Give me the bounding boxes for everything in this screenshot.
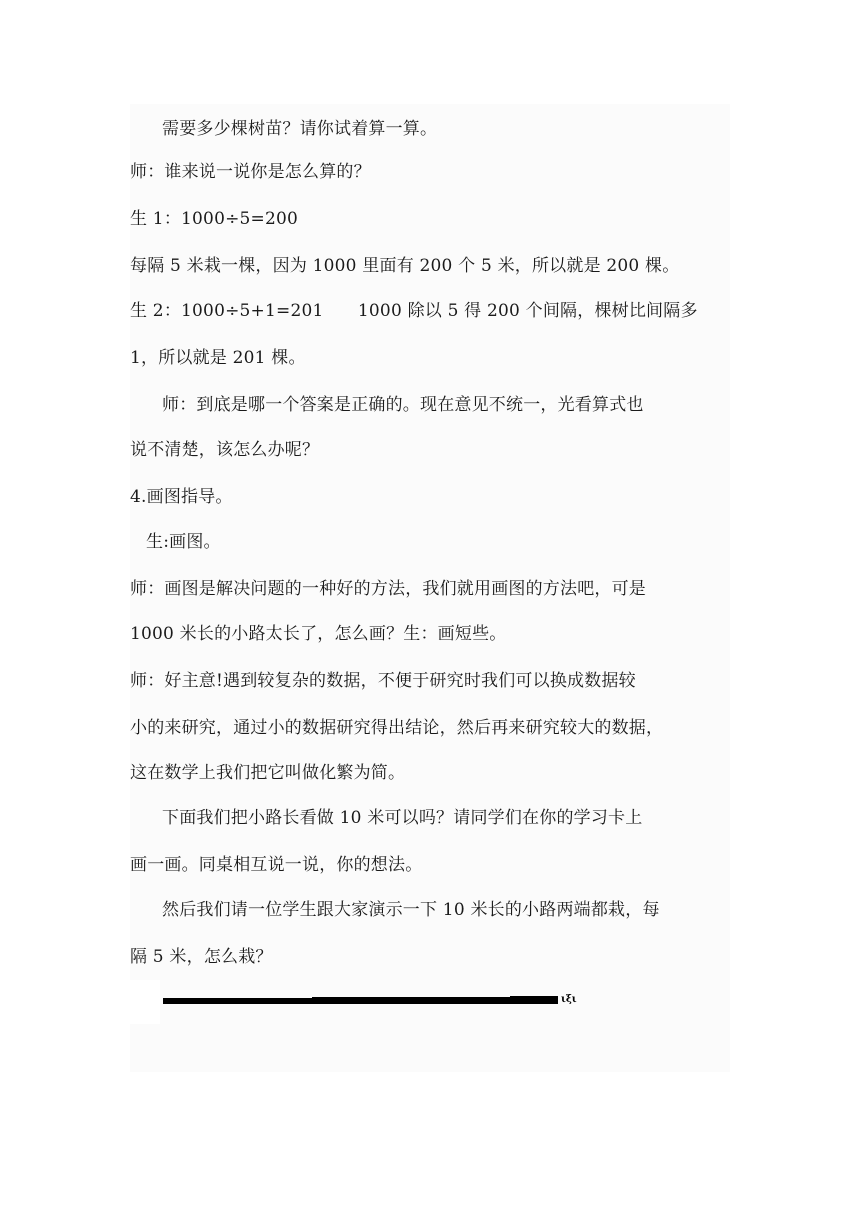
text-line-8: 说不清楚，该怎么办呢？ [130, 440, 320, 460]
text-line-15: 这在数学上我们把它叫做化繁为简。 [130, 763, 406, 783]
text-line-18: 然后我们请一位学生跟大家演示一下 10 米长的小路两端都栽，每 [162, 900, 660, 920]
text-line-10: 生:画图。 [146, 532, 221, 552]
text-line-11: 师：画图是解决问题的一种好的方法，我们就用画图的方法吧，可是 [130, 579, 646, 599]
text-line-1: 需要多少棵树苗？请你试着算一算。 [162, 119, 438, 139]
tree-marks-figure: ιξι [561, 994, 577, 1005]
text-line-9: 4.画图指导。 [130, 487, 233, 507]
text-line-3: 生 1：1000÷5=200 [130, 209, 299, 229]
text-line-17: 画一画。同桌相互说一说，你的想法。 [130, 855, 423, 875]
text-line-2: 师：谁来说一说你是怎么算的？ [130, 162, 371, 182]
road-segment-middle [312, 997, 510, 1004]
text-line-19: 隔 5 米，怎么栽？ [130, 947, 273, 967]
text-line-5: 生 2：1000÷5+1=201 1000 除以 5 得 200 个间隔，棵树比间隔多 [130, 301, 698, 321]
text-line-12: 1000 米长的小路太长了，怎么画？生：画短些。 [130, 624, 507, 644]
text-line-4: 每隔 5 米栽一棵，因为 1000 里面有 200 个 5 米，所以就是 200 棵。 [130, 256, 680, 276]
text-line-16: 下面我们把小路长看做 10 米可以吗？请同学们在你的学习卡上 [162, 808, 643, 828]
figure-white-margin [130, 980, 160, 1024]
road-segment-end [510, 996, 558, 1004]
text-line-14: 小的来研究，通过小的数据研究得出结论，然后再来研究较大的数据， [130, 718, 664, 738]
text-line-7: 师：到底是哪一个答案是正确的。现在意见不统一，光看算式也 [162, 395, 644, 415]
text-line-13: 师：好主意!遇到较复杂的数据，不便于研究时我们可以换成数据较 [130, 671, 636, 691]
text-line-6: 1，所以就是 201 棵。 [130, 348, 306, 368]
